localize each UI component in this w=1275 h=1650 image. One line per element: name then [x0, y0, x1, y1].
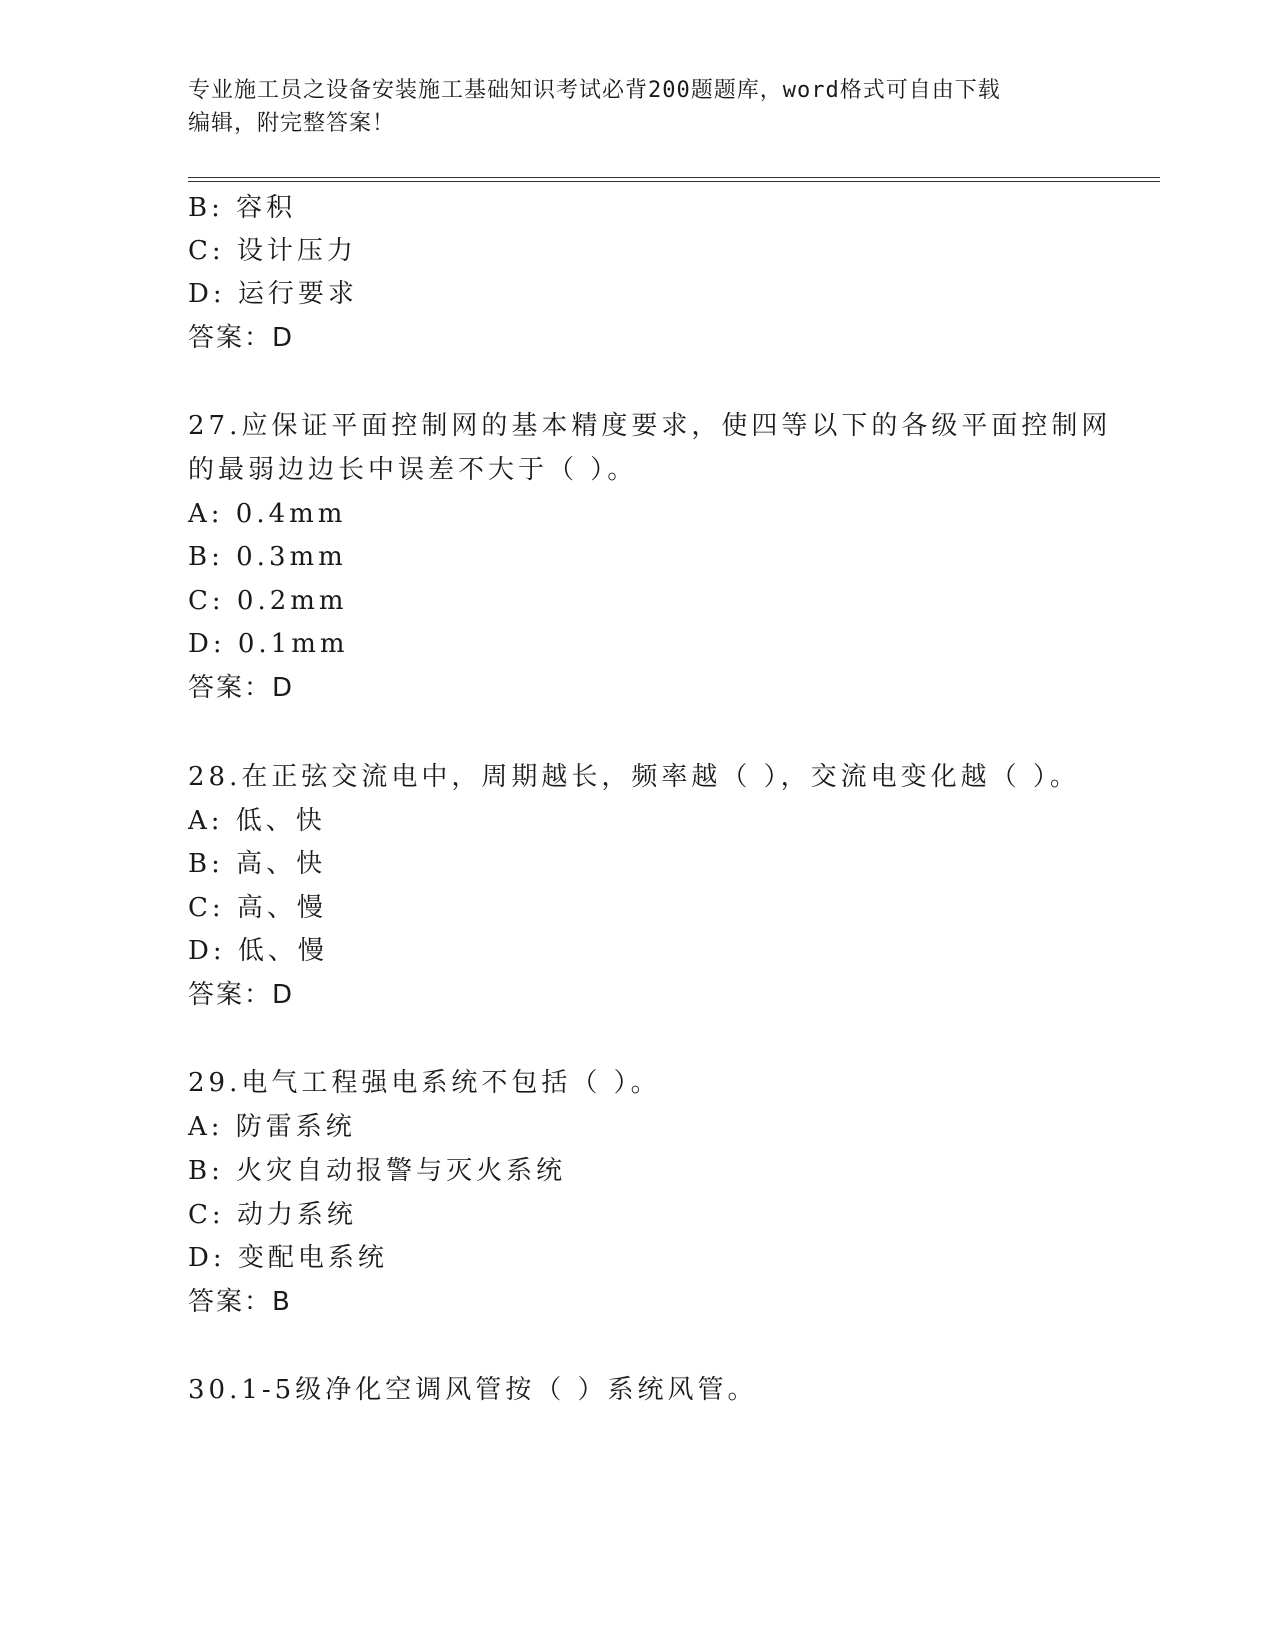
q28-option-b: B: 高、快 — [188, 849, 327, 879]
document-header — [188, 74, 1088, 140]
q28-stem: 28.在正弦交流电中，周期越长，频率越（ ），交流电变化越（ ）。 — [188, 762, 1080, 792]
header-line-1: 专业施工员之设备安装施工基础知识考试必背200题题库，word格式可自由下载 — [188, 78, 1001, 103]
q27-answer: 答案：D — [188, 673, 295, 703]
q27-option-a: A: 0.4mm — [188, 499, 347, 529]
q28-option-a: A: 低、快 — [188, 806, 326, 836]
q26-option-d: D: 运行要求 — [188, 279, 358, 309]
q29-option-c: C: 动力系统 — [188, 1200, 357, 1230]
q28-option-d: D: 低、慢 — [188, 936, 328, 966]
q26-answer: 答案：D — [188, 323, 295, 353]
q30-stem: 30.1-5级净化空调风管按（ ）系统风管。 — [188, 1375, 758, 1405]
q27-option-b: B: 0.3mm — [188, 542, 347, 572]
q28-option-c: C: 高、慢 — [188, 893, 327, 923]
q27-option-c: C: 0.2mm — [188, 586, 348, 616]
q26-option-b: B: 容积 — [188, 193, 297, 223]
header-divider-top — [188, 177, 1160, 178]
q27-stem-line-2: 的最弱边边长中误差不大于（ ）。 — [188, 455, 638, 485]
q29-option-a: A: 防雷系统 — [188, 1112, 356, 1142]
q26-option-c: C: 设计压力 — [188, 236, 357, 266]
q27-option-d: D: 0.1mm — [188, 629, 349, 659]
q29-stem: 29.电气工程强电系统不包括（ ）。 — [188, 1068, 661, 1098]
header-divider-bottom — [188, 181, 1160, 182]
q29-option-d: D: 变配电系统 — [188, 1243, 388, 1273]
q27-stem-line-1: 27.应保证平面控制网的基本精度要求，使四等以下的各级平面控制网 — [188, 411, 1112, 441]
q29-answer: 答案：B — [188, 1287, 292, 1317]
q28-answer: 答案：D — [188, 980, 295, 1010]
q29-option-b: B: 火灾自动报警与灭火系统 — [188, 1156, 567, 1186]
header-line-2: 编辑，附完整答案！ — [188, 111, 396, 136]
